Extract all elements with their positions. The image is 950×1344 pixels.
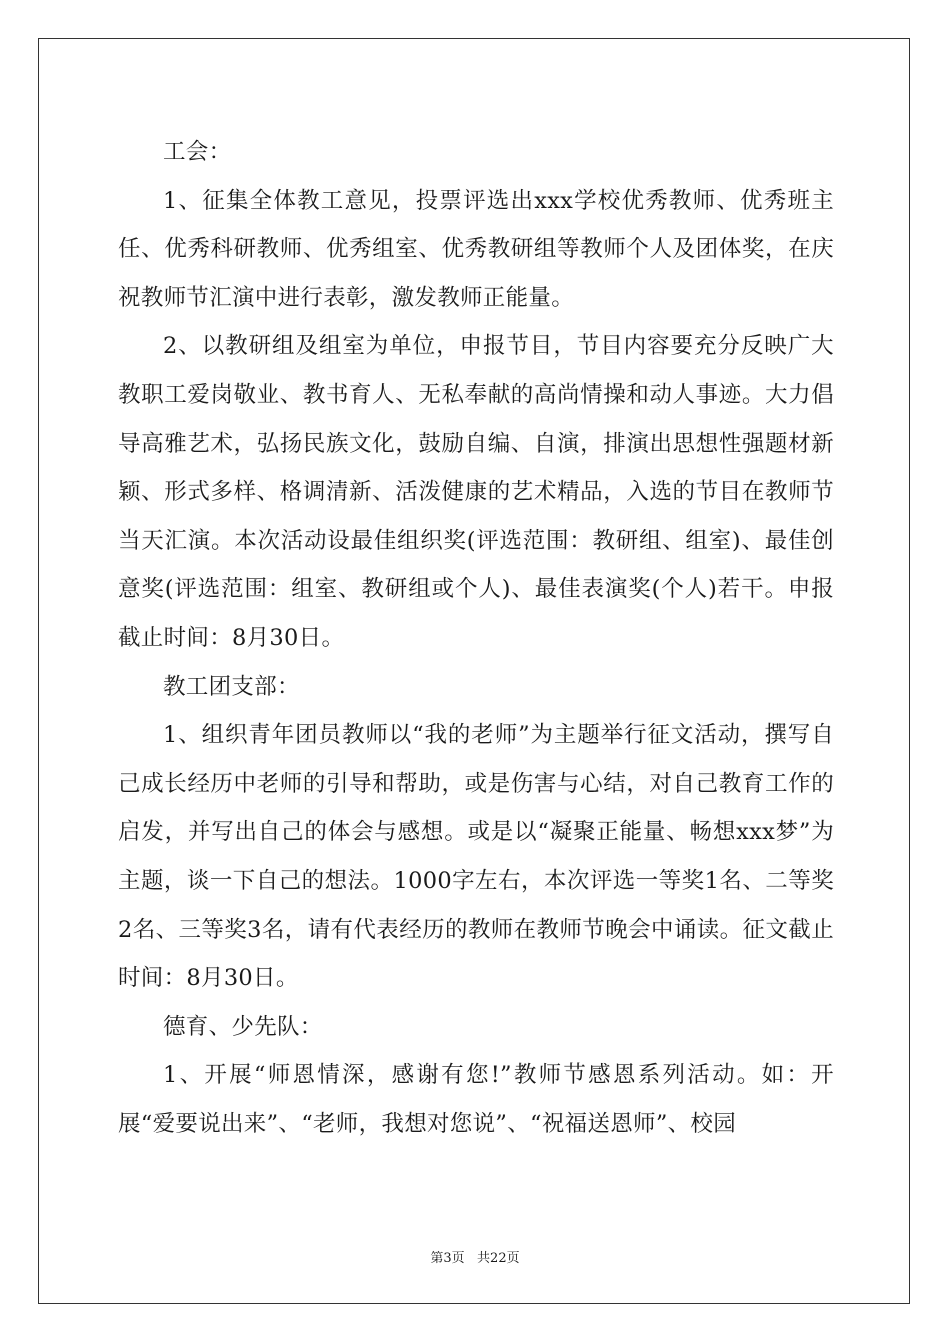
paragraph-youth-league-item-1: 1、组织青年团员教师以“我的老师”为主题举行征文活动，撰写自己成长经历中老师的引导和帮助，或是伤害与心结，对自己教育工作的启发，并写出自己的体会与感想。或是以“凝聚正能量、畅想xxx梦”为主题，谈一下自己的想法。1000字左右，本次评选一等奖1名、二等奖2名、三等奖3名，请有代表经历的教师在教师节晚会中诵读。征文截止时间：8月30日。 [118,722,834,992]
section-heading-moral-education: 德育、少先队： [163,1013,323,1040]
document-body [118,128,834,1148]
paragraph-moral-education-item-1: 1、开展“师恩情深，感谢有您!”教师节感恩系列活动。如：开展“爱要说出来”、“老师，我想对您说”、“祝福送恩师”、校园 [118,1062,834,1137]
section-heading-youth-league: 教工团支部： [163,673,300,700]
paragraph-union-item-1: 1、征集全体教工意见，投票评选出xxx学校优秀教师、优秀班主任、优秀科研教师、优秀组室、优秀教研组等教师个人及团体奖，在庆祝教师节汇演中进行表彰，激发教师正能量。 [118,187,834,311]
page-number-footer: 第3页 共22页 [430,1251,520,1266]
paragraph-union-item-2: 2、以教研组及组室为单位，申报节目，节目内容要充分反映广大教职工爱岗敬业、教书育人、无私奉献的高尚情操和动人事迹。大力倡导高雅艺术，弘扬民族文化，鼓励自编、自演，排演出思想性强题材新颖、形式多样、格调清新、活泼健康的艺术精品，入选的节目在教师节当天汇演。本次活动设最佳组织奖(评选范围：教研组、组室)、最佳创意奖(评选范围：组室、教研组或个人)、最佳表演奖(个人)若干。申报截止时间：8月30日。 [118,333,834,651]
section-heading-union: 工会： [163,139,232,165]
